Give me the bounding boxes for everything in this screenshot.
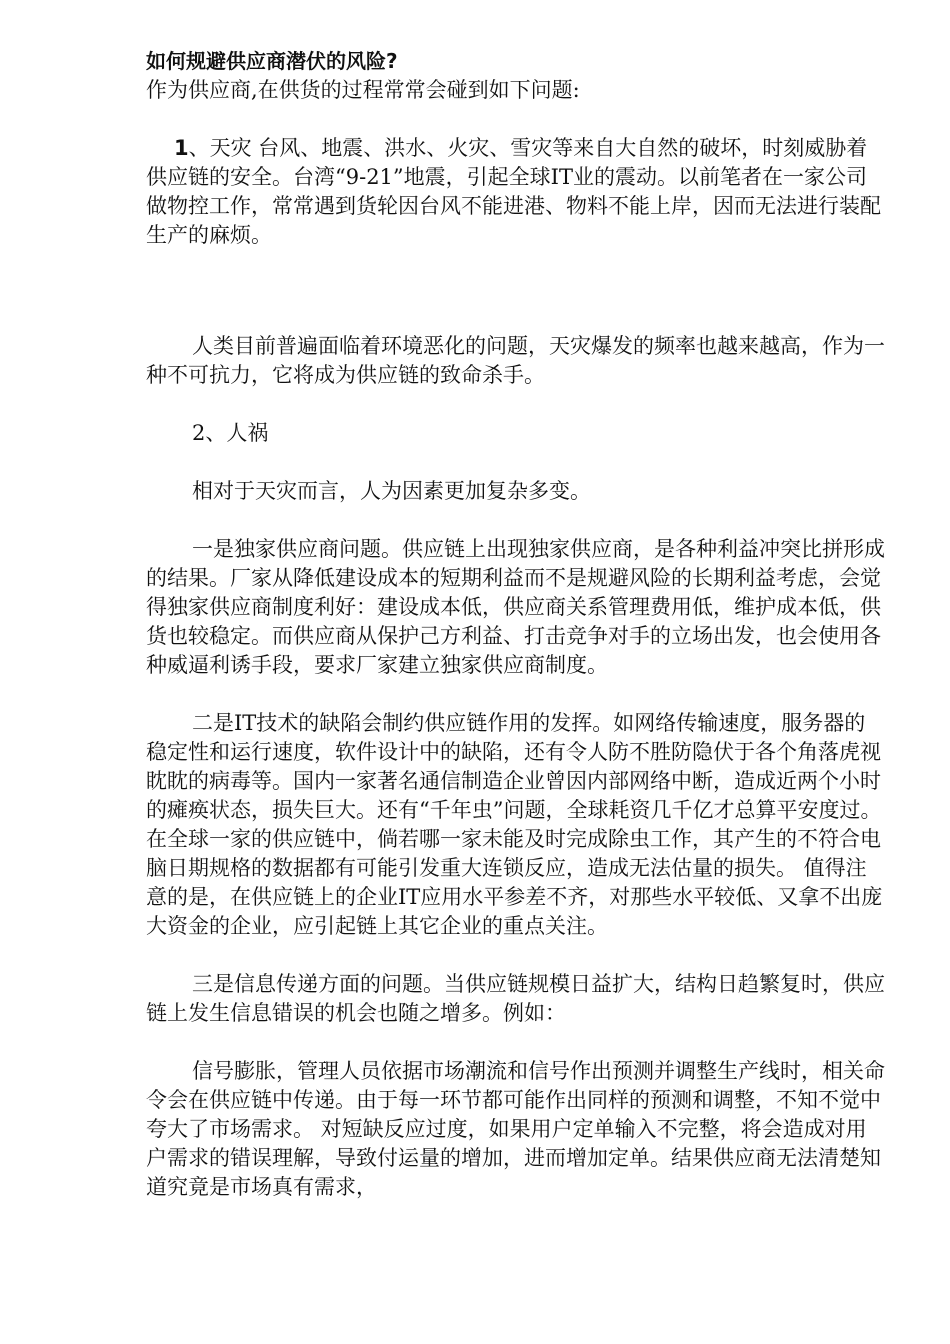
section-natural-disaster	[146, 134, 886, 250]
paragraph-exclusive-supplier: 一是独家供应商问题。供应链上出现独家供应商，是各种利益冲突比拼形成的结果。厂家从降低建设成本的短期利益而不是规避风险的长期利益考虑，会觉得独家供应商制度利好：建设成本低，供应商关系管理费用低，维护成本低，供货也较稳定。而供应商从保护己方利益、打击竞争对手的立场出发，也会使用各种威逼利诱手段，要求厂家建立独家供应商制度。	[146, 537, 885, 677]
document-intro: 作为供应商,在供货的过程常常会碰到如下问题:	[146, 78, 580, 102]
paragraph-human-factors-intro: 相对于天灾而言，人为因素更加复杂多变。	[192, 479, 591, 503]
document-content	[146, 46, 886, 1202]
paragraph-signal-expansion: 信号膨胀，管理人员依据市场潮流和信号作出预测并调整生产线时，相关命令会在供应链中传递。由于每一环节都可能作出同样的预测和调整，不知不觉中夸大了市场需求。 对短缺反应过度，如果用户定单输入不完整，将会造成对用户需求的错误理解，导致付运量的增加，进而增加定单。结果供应商无法清楚知道究竟是市场真有需求，	[146, 1059, 885, 1199]
paragraph-environment: 人类目前普遍面临着环境恶化的问题，天灾爆发的频率也越来越高，作为一种不可抗力，它将成为供应链的致命杀手。	[146, 334, 885, 387]
document-title: 如何规避供应商潜伏的风险?	[146, 49, 398, 73]
paragraph-information-transfer: 三是信息传递方面的问题。当供应链规模日益扩大，结构日趋繁复时，供应链上发生信息错误的机会也随之增多。例如：	[146, 972, 885, 1025]
section-heading-human-factors: 2、人祸	[192, 421, 269, 445]
section-natural-disaster-text: 、天灾 台风、地震、洪水、火灾、雪灾等来自大自然的破坏，时刻威胁着供应链的安全。台湾“9-21”地震，引起全球IT业的震动。以前笔者在一家公司做物控工作，常常遇到货轮因台风不能进港、物料不能上岸，因而无法进行装配生产的麻烦。	[146, 136, 881, 247]
paragraph-it-defects: 二是IT技术的缺陷会制约供应链作用的发挥。如网络传输速度，服务器的稳定性和运行速度，软件设计中的缺陷，还有令人防不胜防隐伏于各个角落虎视眈眈的病毒等。国内一家著名通信制造企业曾因内部网络中断，造成近两个小时的瘫痪状态，损失巨大。还有“千年虫”问题，全球耗资几千亿才总算平安度过。在全球一家的供应链中，倘若哪一家未能及时完成除虫工作，其产生的不符合电脑日期规格的数据都有可能引发重大连锁反应，造成无法估量的损失。 值得注意的是，在供应链上的企业IT应用水平参差不齐，对那些水平较低、又拿不出庞大资金的企业，应引起链上其它企业的重点关注。	[146, 711, 883, 938]
section-number-1: 1	[174, 136, 189, 160]
